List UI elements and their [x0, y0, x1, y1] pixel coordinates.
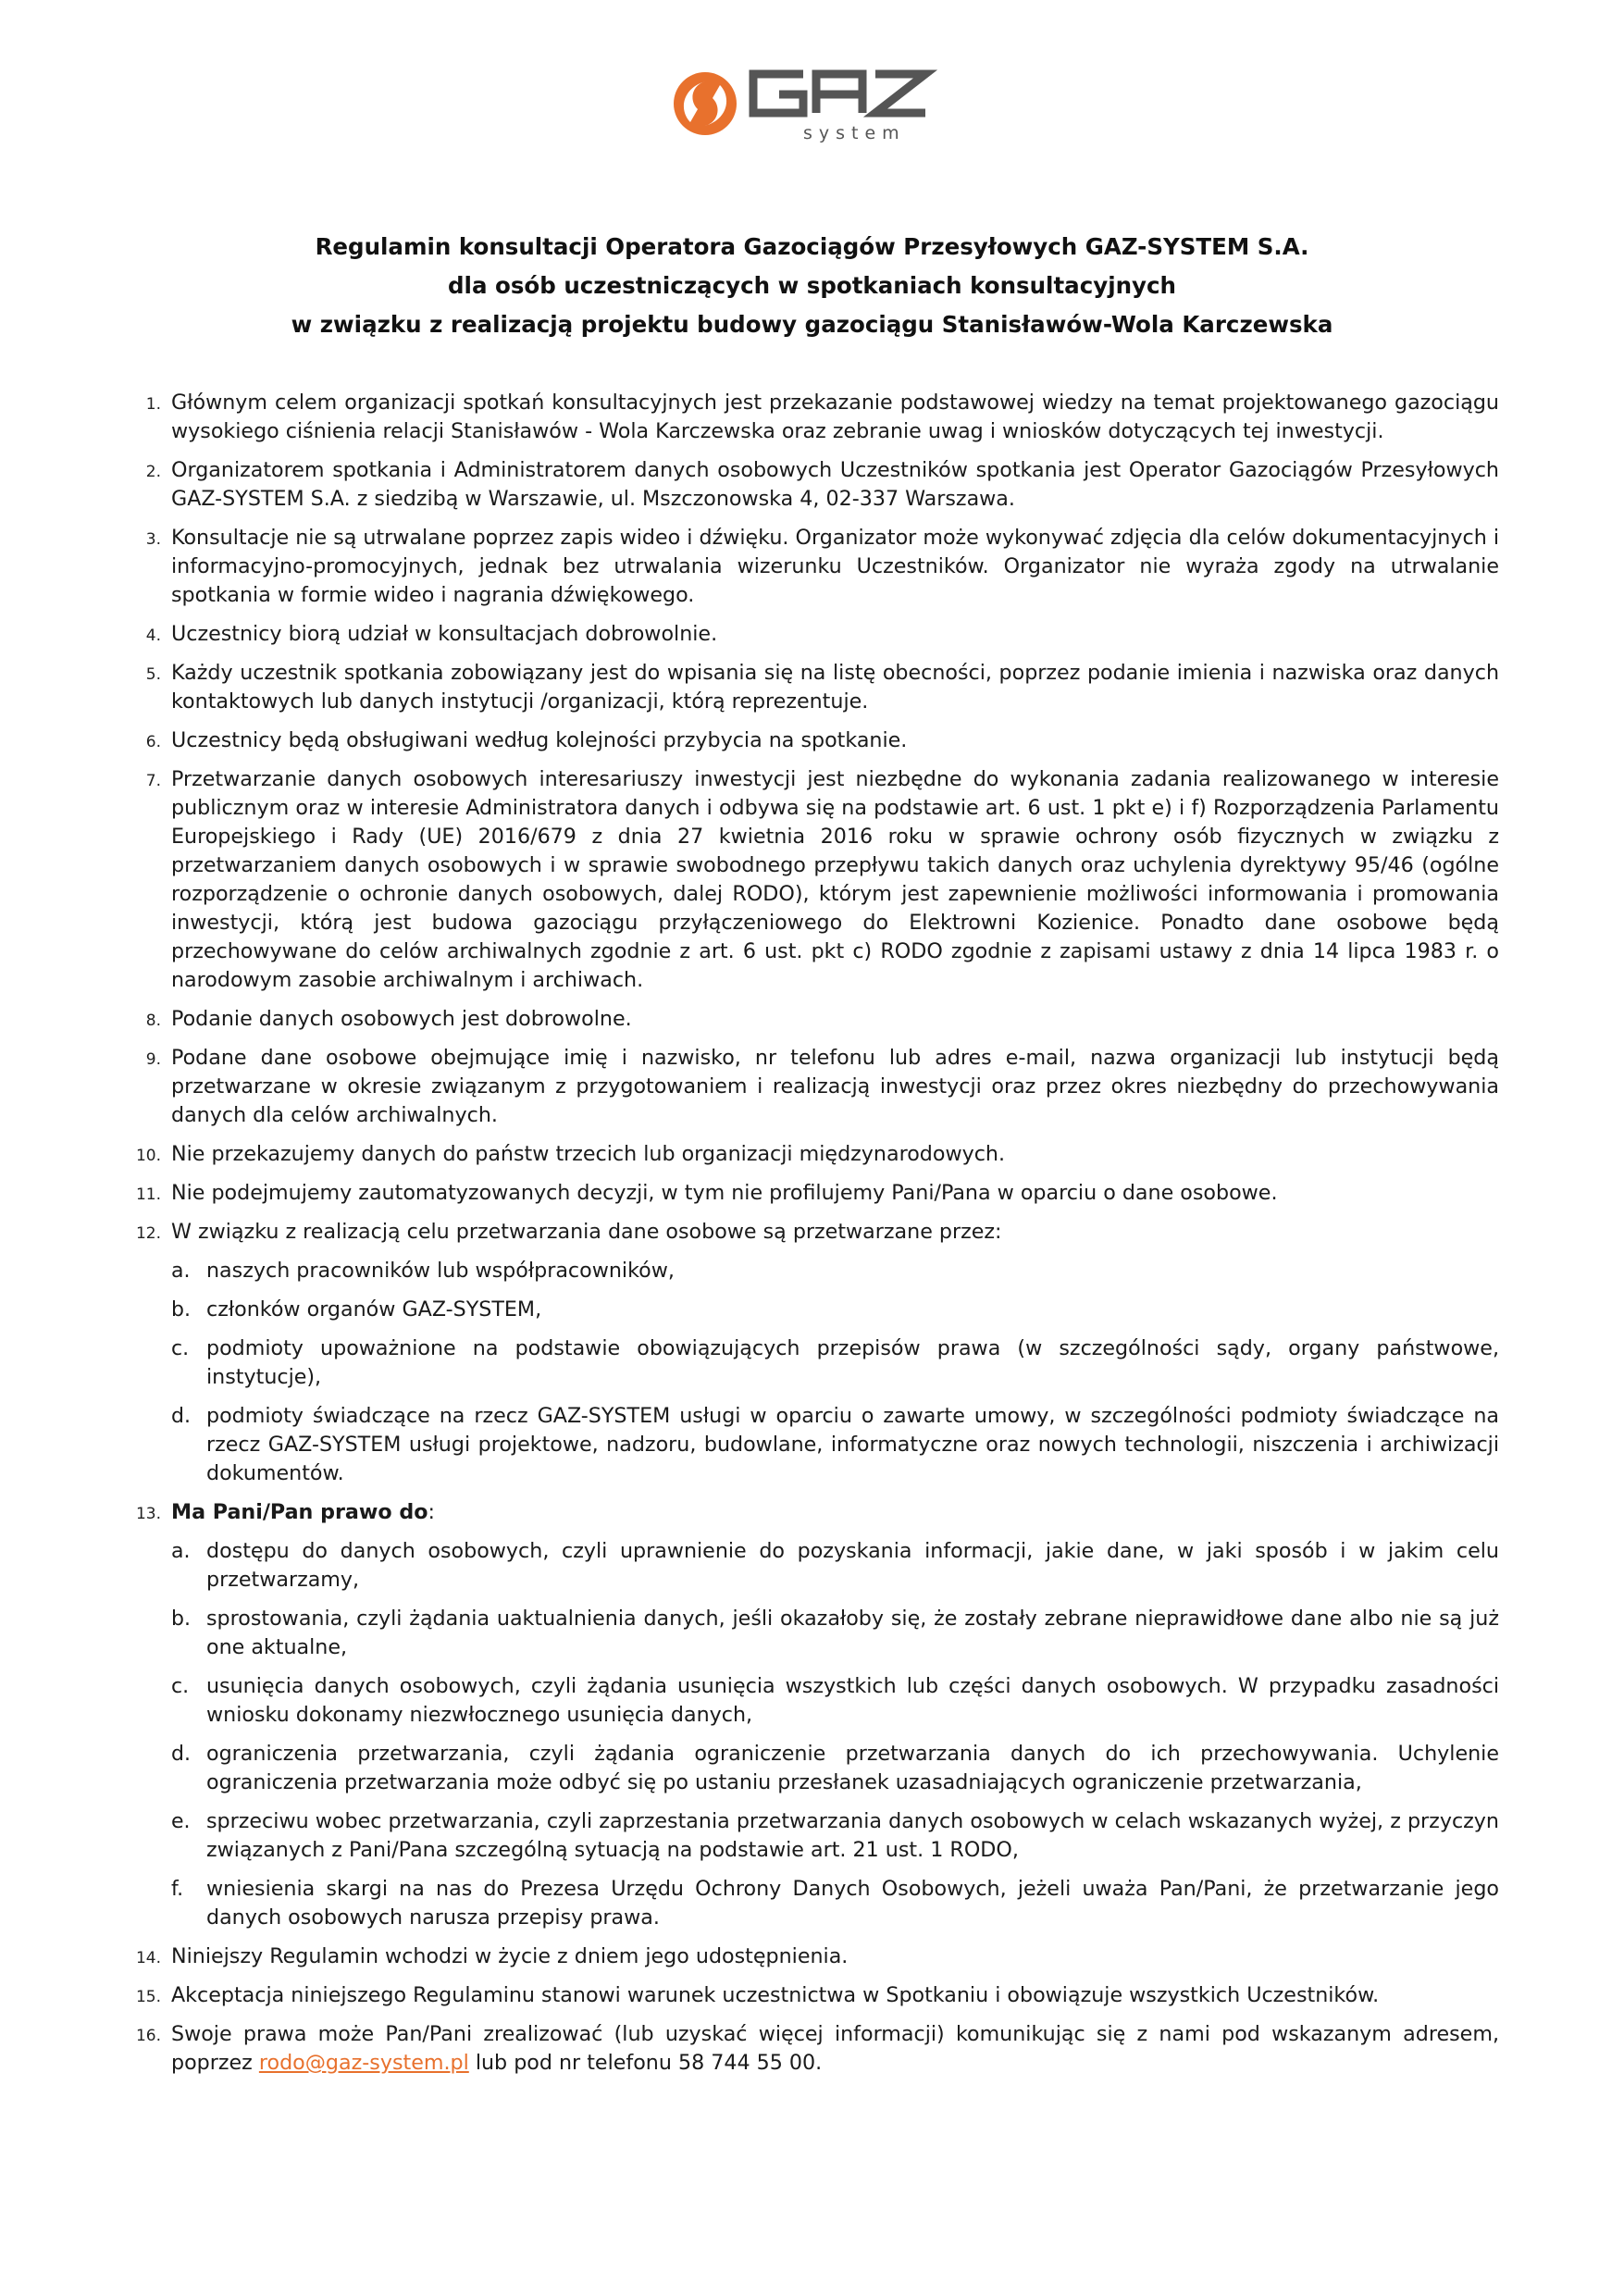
item-number: 16. — [135, 2027, 161, 2045]
sub-letter: b. — [171, 1607, 191, 1631]
item-text: W związku z realizacją celu przetwarzania dane osobowe są przetwarzane przez: — [171, 1220, 1002, 1244]
list-item — [120, 659, 1499, 716]
sub-text: usunięcia danych osobowych, czyli żądania usunięcia wszystkich lub części danych osobowych. W przypadku zasadności wniosku dokonamy niezwłocznego usunięcia danych, — [206, 1674, 1499, 1727]
regulations-list — [120, 389, 1499, 2078]
sub-letter: d. — [171, 1405, 191, 1428]
sublist-item — [171, 1672, 1499, 1730]
rights-colon: : — [428, 1500, 435, 1524]
logo-graphic — [664, 57, 979, 146]
logo-emblem-icon — [674, 72, 737, 135]
item-number: 5. — [145, 665, 161, 684]
item-number: 8. — [145, 1011, 161, 1030]
title-line-3: w związku z realizacją projektu budowy gazociągu Stanisławów-Wola Karczewska — [291, 311, 1333, 338]
list-item — [120, 765, 1499, 995]
sub-letter: e. — [171, 1810, 191, 1833]
gaz-system-logo — [664, 57, 979, 146]
item-text: Nie przekazujemy danych do państw trzecich lub organizacji międzynarodowych. — [171, 1142, 1006, 1166]
sublist-item — [171, 1402, 1499, 1488]
list-item — [120, 1140, 1499, 1169]
list-item — [120, 1981, 1499, 2010]
list-item — [120, 2020, 1499, 2078]
item-number: 4. — [145, 627, 161, 645]
item-text: Podane dane osobowe obejmujące imię i nazwisko, nr telefonu lub adres e-mail, nazwa organizacji lub instytucji będą przetwarzane w okresie związanym z przygotowaniem i realizacją inwestycji oraz przez okres niezbędny do przechowywania danych dla celów archiwalnych. — [171, 1046, 1499, 1127]
item-text — [171, 2020, 1499, 2078]
sub-text: wniesienia skargi na nas do Prezesa Urzędu Ochrony Danych Osobowych, jeżeli uważa Pan/Pani, że przetwarzanie jego danych osobowych narusza przepisy prawa. — [206, 1877, 1499, 1930]
list-item — [120, 1942, 1499, 1971]
sub-text: ograniczenia przetwarzania, czyli żądania ograniczenie przetwarzania danych do ich przechowywania. Uchylenie ograniczenia przetwarzania może odbyć się po ustaniu przesłanek uzasadniających ograniczenie przetwarzania, — [206, 1742, 1499, 1794]
item-text: Nie podejmujemy zautomatyzowanych decyzji, w tym nie profilujemy Pani/Pana w oparciu o dane osobowe. — [171, 1181, 1278, 1205]
item-text — [171, 1498, 1499, 1527]
sublist-item — [171, 1740, 1499, 1797]
list-item — [120, 389, 1499, 446]
item-text: Konsultacje nie są utrwalane poprzez zapis wideo i dźwięku. Organizator może wykonywać zdjęcia dla celów dokumentacyjnych i informacyjno-promocyjnych, jednak bez utrwalania wizerunku Uczestników. Organizator nie wyraża zgody na utrwalanie spotkania w formie wideo i nagrania dźwiękowego. — [171, 526, 1499, 607]
sub-letter: f. — [171, 1878, 184, 1901]
list-item — [120, 1179, 1499, 1208]
sub-text: naszych pracowników lub współpracowników, — [206, 1259, 675, 1283]
document-title — [139, 228, 1485, 344]
item-number: 11. — [135, 1185, 161, 1204]
item-number: 1. — [145, 395, 161, 414]
item-text: Uczestnicy biorą udział w konsultacjach dobrowolnie. — [171, 622, 718, 646]
list-item — [120, 1005, 1499, 1034]
list-item — [120, 1044, 1499, 1130]
list-item — [120, 726, 1499, 755]
sub-text: podmioty upoważnione na podstawie obowiązujących przepisów prawa (w szczególności sądy, organy państwowe, instytucje), — [206, 1336, 1499, 1389]
item-text: Przetwarzanie danych osobowych interesariuszy inwestycji jest niezbędne do wykonania zadania realizowanego w interesie publicznym oraz w interesie Administratora danych i odbywa się na podstawie art. 6 ust. 1 pkt e) i f) Rozporządzenia Parlamentu Europejskiego i Rady (UE) 2016/679 z dnia 27 kwietnia 2016 roku w sprawie ochrony osób fizycznych w związku z przetwarzaniem danych osobowych i w sprawie swobodnego przepływu takich danych oraz uchylenia dyrektywy 95/46 (ogólne rozporządzenie o ochronie danych osobowych, dalej RODO), którym jest zapewnienie możliwości informowania i promowania inwestycji, którą jest budowa gazociągu przyłączeniowego do Elektrowni Kozienice. Ponadto dane osobowe będą przechowywane do celów archiwalnych zgodnie z art. 6 ust. pkt c) RODO zgodnie z zapisami ustawy z dnia 14 lipca 1983 r. o narodowym zasobie archiwalnym i archiwach. — [171, 767, 1499, 992]
title-line-2: dla osób uczestniczących w spotkaniach konsultacyjnych — [448, 272, 1176, 299]
item-number: 15. — [135, 1988, 161, 2006]
item-number: 7. — [145, 772, 161, 790]
sub-letter: a. — [171, 1540, 191, 1563]
item-text: Każdy uczestnik spotkania zobowiązany jest do wpisania się na listę obecności, poprzez podanie imienia i nazwiska oraz danych kontaktowych lub danych instytucji /organizacji, którą reprezentuje. — [171, 661, 1499, 714]
item-number: 10. — [135, 1147, 161, 1165]
item-number: 14. — [135, 1949, 161, 1967]
item-text: Niniejszy Regulamin wchodzi w życie z dniem jego udostępnienia. — [171, 1944, 849, 1968]
logo-tagline: system — [803, 123, 906, 143]
sublist-item — [171, 1537, 1499, 1595]
item-text: Uczestnicy będą obsługiwani według kolejności przybycia na spotkanie. — [171, 728, 908, 752]
sub-text: członków organów GAZ-SYSTEM, — [206, 1297, 542, 1322]
sub-text: sprostowania, czyli żądania uaktualnienia danych, jeśli okazałoby się, że zostały zebrane nieprawidłowe dane albo nie są już one aktualne, — [206, 1607, 1499, 1659]
rights-heading: Ma Pani/Pan prawo do — [171, 1500, 428, 1524]
list-item — [120, 620, 1499, 649]
sublist-rights — [171, 1537, 1499, 1932]
sub-letter: c. — [171, 1675, 190, 1698]
list-item — [120, 524, 1499, 610]
item-number: 12. — [135, 1224, 161, 1243]
sub-letter: a. — [171, 1260, 191, 1283]
sub-letter: d. — [171, 1743, 191, 1766]
sublist-item — [171, 1296, 1499, 1324]
item-number: 9. — [145, 1050, 161, 1069]
sublist-item — [171, 1875, 1499, 1932]
item-text: Organizatorem spotkania i Administratorem danych osobowych Uczestników spotkania jest Operator Gazociągów Przesyłowych GAZ-SYSTEM S.A. z siedzibą w Warszawie, ul. Mszczonowska 4, 02-337 Warszawa. — [171, 458, 1499, 511]
item-number: 6. — [145, 733, 161, 751]
item-text: Podanie danych osobowych jest dobrowolne. — [171, 1007, 632, 1031]
sub-text: sprzeciwu wobec przetwarzania, czyli zaprzestania przetwarzania danych osobowych w celach wskazanych wyżej, z przyczyn związanych z Pani/Pana szczególną sytuacją na podstawie art. 21 ust. 1 RODO, — [206, 1809, 1499, 1862]
email-link[interactable]: rodo@gaz-system.pl — [258, 2051, 469, 2075]
sublist-item — [171, 1605, 1499, 1662]
item-number: 3. — [145, 530, 161, 549]
item-text: Akceptacja niniejszego Regulaminu stanowi warunek uczestnictwa w Spotkaniu i obowiązuje wszystkich Uczestników. — [171, 1983, 1380, 2007]
item-number: 13. — [135, 1505, 161, 1523]
list-item — [120, 1498, 1499, 1932]
sub-text: podmioty świadczące na rzecz GAZ-SYSTEM usługi w oparciu o zawarte umowy, w szczególności podmioty świadczące na rzecz GAZ-SYSTEM usługi projektowe, nadzoru, budowlane, informatyczne oraz nowych technologii, niszczenia i archiwizacji dokumentów. — [206, 1404, 1499, 1485]
list-item — [120, 1218, 1499, 1488]
sub-letter: c. — [171, 1337, 190, 1360]
sub-letter: b. — [171, 1298, 191, 1322]
list-item — [120, 456, 1499, 514]
regulations-body — [120, 389, 1499, 2088]
title-line-1: Regulamin konsultacji Operatora Gazociągów Przesyłowych GAZ-SYSTEM S.A. — [315, 233, 1309, 260]
sublist-processors — [171, 1257, 1499, 1488]
sublist-item — [171, 1334, 1499, 1392]
item-text: Głównym celem organizacji spotkań konsultacyjnych jest przekazanie podstawowej wiedzy na temat projektowanego gazociągu wysokiego ciśnienia relacji Stanisławów - Wola Karczewska oraz zebranie uwag i wniosków dotyczących tej inwestycji. — [171, 391, 1499, 443]
contact-text-after: lub pod nr telefonu 58 744 55 00. — [468, 2051, 823, 2075]
sub-text: dostępu do danych osobowych, czyli uprawnienie do pozyskania informacji, jakie dane, w jaki sposób i w jakim celu przetwarzamy, — [206, 1539, 1499, 1592]
sublist-item — [171, 1807, 1499, 1865]
sublist-item — [171, 1257, 1499, 1285]
item-number: 2. — [145, 463, 161, 481]
contact-text-before: Swoje prawa może Pan/Pani zrealizować (lub uzyskać więcej informacji) komunikując się z nami pod wskazanym adresem, poprzez — [171, 2022, 1499, 2075]
